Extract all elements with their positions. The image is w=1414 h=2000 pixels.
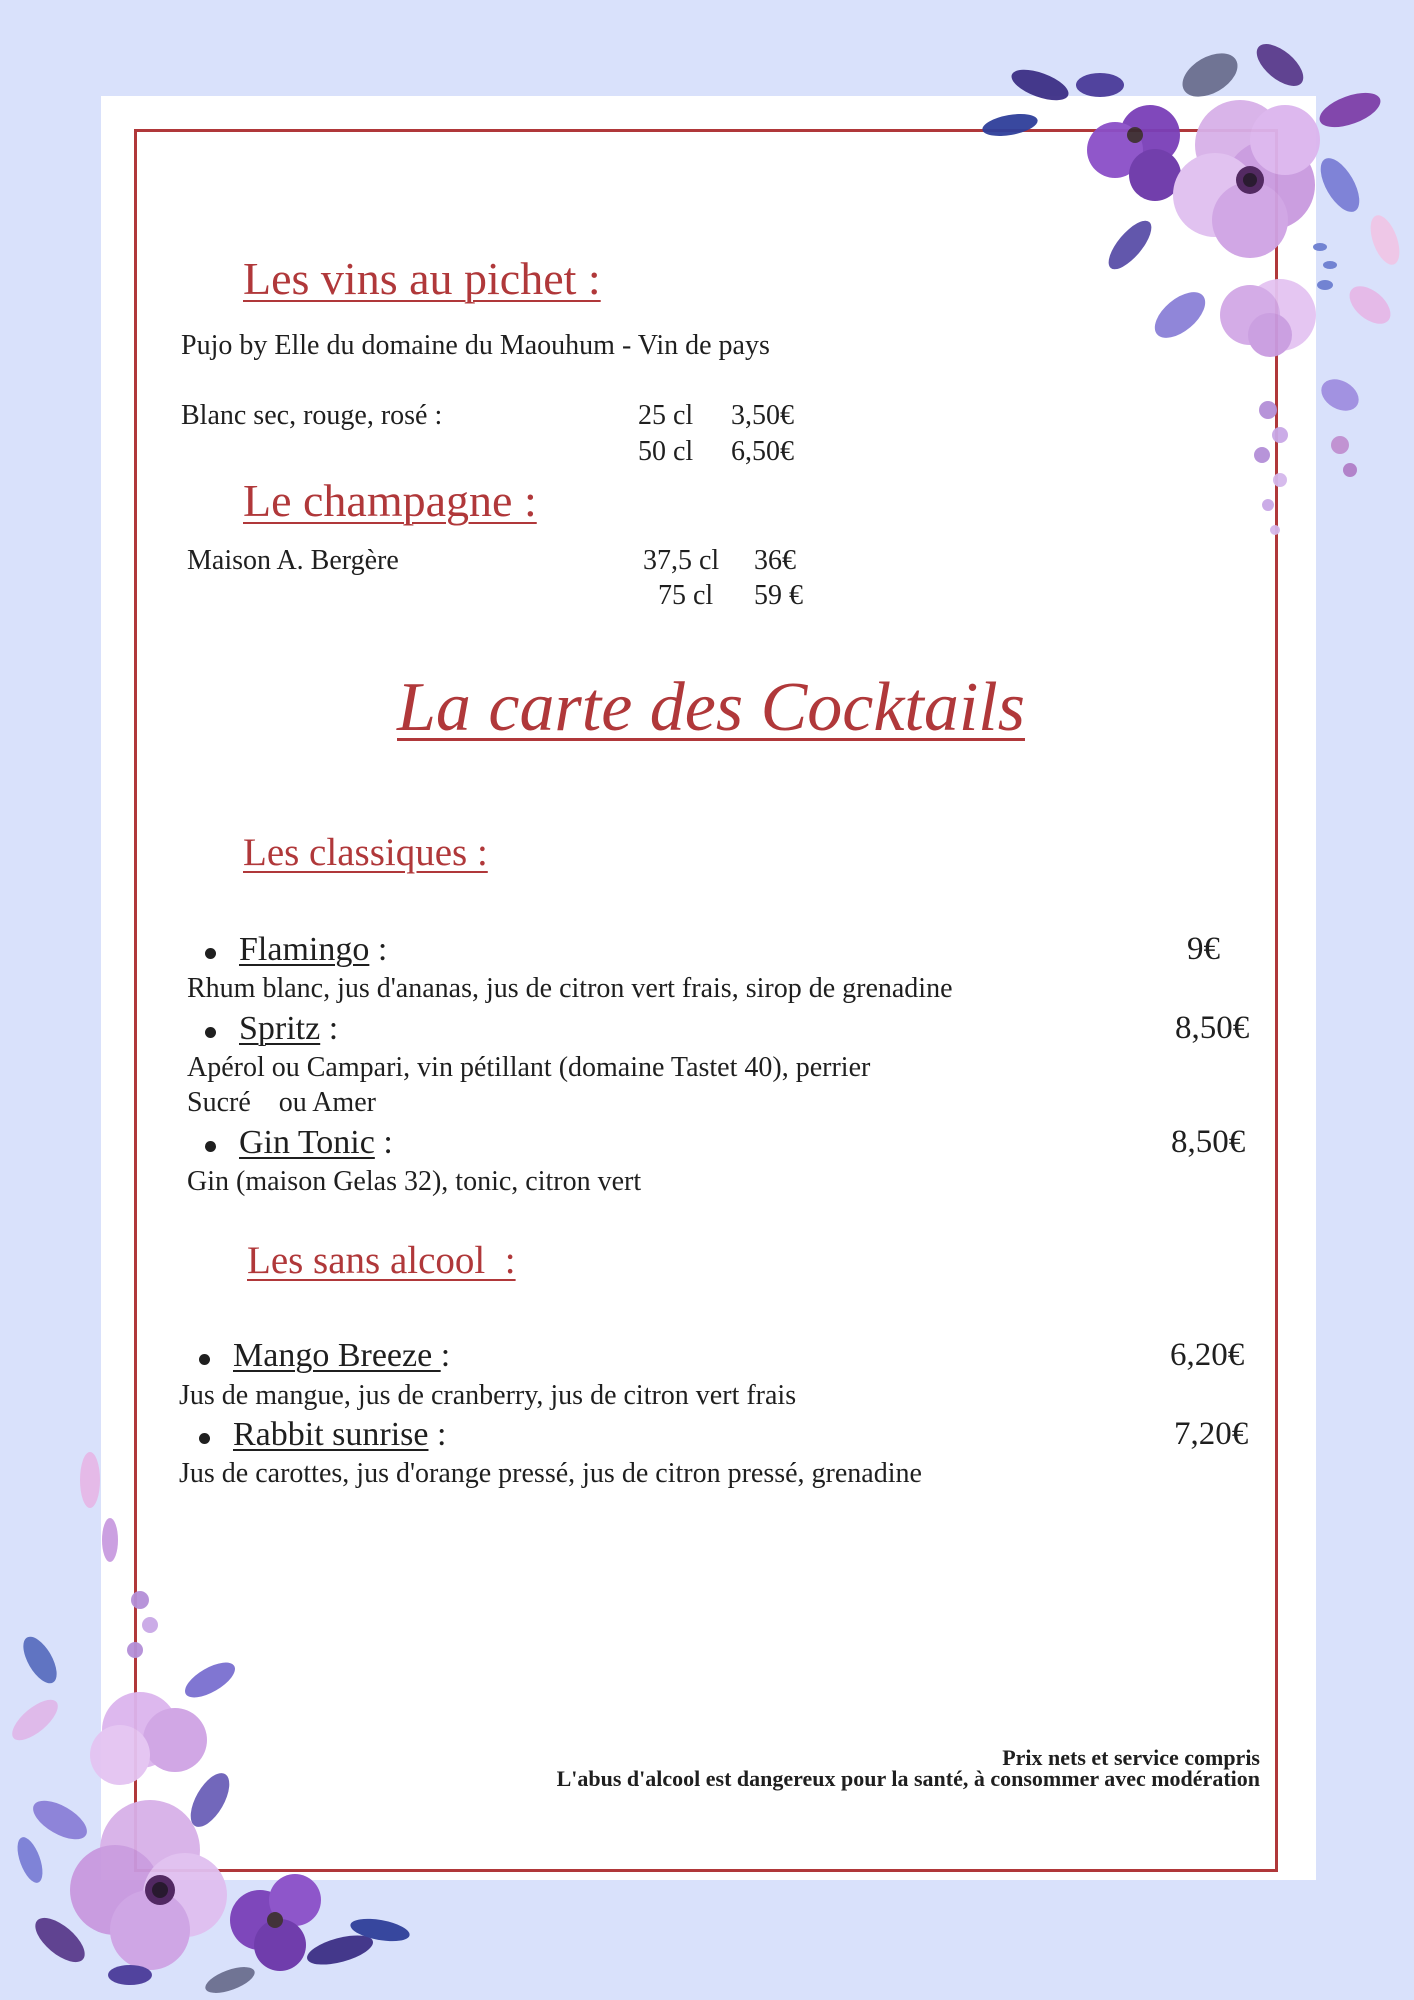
champagne-heading: Le champagne :: [243, 475, 537, 526]
flower-bouquet-bottom-left-icon: [0, 1420, 480, 2000]
cocktail-description: Jus de carottes, jus d'orange pressé, jus de citron pressé, grenadine: [179, 1458, 922, 1489]
footer-prices-note: Prix nets et service compris: [1002, 1745, 1260, 1770]
cocktail-name: Gin Tonic :: [239, 1124, 393, 1161]
bullet-icon: [205, 948, 216, 959]
bullet-icon: [205, 1027, 216, 1038]
cocktail-price: 9€: [1187, 931, 1220, 967]
wine-volume: 25 cl: [638, 400, 694, 431]
cocktails-title: La carte des Cocktails: [397, 669, 1025, 746]
cocktail-name: Flamingo :: [239, 931, 388, 968]
bullet-icon: [199, 1433, 210, 1444]
cocktail-name: Rabbit sunrise :: [233, 1416, 447, 1453]
cocktail-price: 8,50€: [1175, 1010, 1250, 1046]
cocktail-description: Apérol ou Campari, vin pétillant (domaine Tastet 40), perrier: [187, 1052, 871, 1083]
champagne-volume: 75 cl: [658, 580, 714, 611]
cocktail-description: Sucré ou Amer: [187, 1087, 376, 1118]
flower-bouquet-top-right-icon: [950, 15, 1410, 605]
champagne-price: 59 €: [754, 580, 803, 611]
champagne-price: 36€: [754, 545, 796, 576]
champagne-volume: 37,5 cl: [643, 545, 720, 576]
classics-heading: Les classiques :: [243, 831, 488, 874]
wine-producer: Pujo by Elle du domaine du Maouhum - Vin de pays: [181, 330, 770, 361]
cocktail-name: Spritz :: [239, 1010, 339, 1047]
wine-type: Blanc sec, rouge, rosé :: [181, 400, 443, 431]
cocktail-description: Rhum blanc, jus d'ananas, jus de citron vert frais, sirop de grenadine: [187, 973, 953, 1004]
wine-volume: 50 cl: [638, 436, 694, 467]
wine-price: 6,50€: [731, 436, 794, 467]
cocktail-price: 6,20€: [1170, 1337, 1245, 1373]
footer-alcohol-warning: L'abus d'alcool est dangereux pour la santé, à consommer avec modération: [556, 1766, 1260, 1791]
cocktail-description: Gin (maison Gelas 32), tonic, citron vert: [187, 1166, 642, 1197]
cocktail-price: 8,50€: [1171, 1124, 1246, 1160]
nonalcoholic-heading: Les sans alcool :: [247, 1239, 516, 1282]
champagne-house: Maison A. Bergère: [187, 545, 399, 576]
cocktail-name: Mango Breeze :: [233, 1337, 451, 1374]
bullet-icon: [205, 1141, 216, 1152]
wine-price: 3,50€: [731, 400, 794, 431]
wines-heading: Les vins au pichet :: [243, 253, 601, 304]
cocktail-description: Jus de mangue, jus de cranberry, jus de citron vert frais: [179, 1380, 797, 1411]
bullet-icon: [199, 1354, 210, 1365]
cocktail-price: 7,20€: [1174, 1416, 1249, 1452]
